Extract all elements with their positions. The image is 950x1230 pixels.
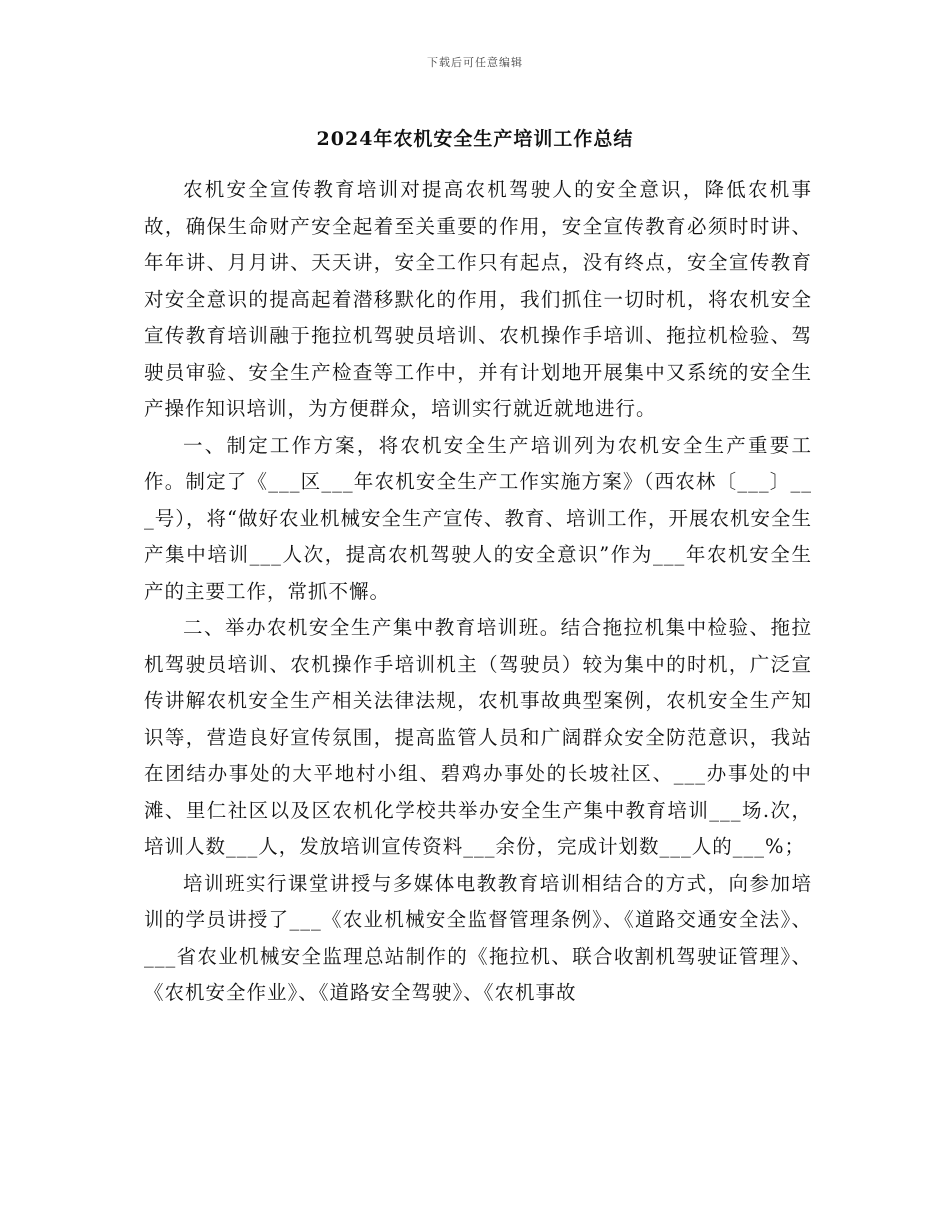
document-title: 2024年农机安全生产培训工作总结 bbox=[316, 128, 634, 150]
paragraph-intro: 农机安全宣传教育培训对提高农机驾驶人的安全意识，降低农机事故，确保生命财产安全起着至关重要的作用，安全宣传教育必须时时讲、年年讲、月月讲、天天讲，安全工作只有起点，没有终点，安全宣传教育对安全意识的提高起着潜移默化的作用，我们抓住一切时机，将农机安全宣传教育培训融于拖拉机驾驶员培训、农机操作手培训、拖拉机检验、驾驶员审验、安全生产检查等工作中，并有计划地开展集中又系统的安全生产操作知识培训，为方便群众，培训实行就近就地进行。 bbox=[144, 178, 812, 420]
paragraph-training-method: 培训班实行课堂讲授与多媒体电教教育培训相结合的方式，向参加培训的学员讲授了___《农业机械安全监督管理条例》、《道路交通安全法》、___省农业机械安全监理总站制作的《拖拉机、联合收割机驾驶证管理》、《农机安全作业》、《道路安全驾驶》、《农机事故 bbox=[144, 871, 812, 1004]
paragraph-training-classes: 二、举办农机安全生产集中教育培训班。结合拖拉机集中检验、拖拉机驾驶员培训、农机操作手培训机主（驾驶员）较为集中的时机，广泛宣传讲解农机安全生产相关法律法规，农机事故典型案例，农机安全生产知识等，营造良好宣传氛围，提高监管人员和广阔群众安全防范意识，我站在团结办事处的大平地村小组、碧鸡办事处的长坡社区、___办事处的中滩、里仁社区以及区农机化学校共举办安全生产集中教育培训___场.次，培训人数___人，发放培训宣传资料___余份，完成计划数___人的___%； bbox=[144, 616, 812, 858]
page-header-note: 下载后可任意编辑 bbox=[427, 56, 523, 69]
paragraph-work-plan: 一、制定工作方案，将农机安全生产培训列为农机安全生产重要工作。制定了《___区___年农机安全生产工作实施方案》（西农林〔___〕___号），将“做好农业机械安全生产宣传、教育、培训工作，开展农机安全生产集中培训___人次，提高农机驾驶人的安全意识”作为___年农机安全生产的主要工作，常抓不懈。 bbox=[144, 433, 812, 603]
document-body bbox=[144, 172, 812, 1012]
